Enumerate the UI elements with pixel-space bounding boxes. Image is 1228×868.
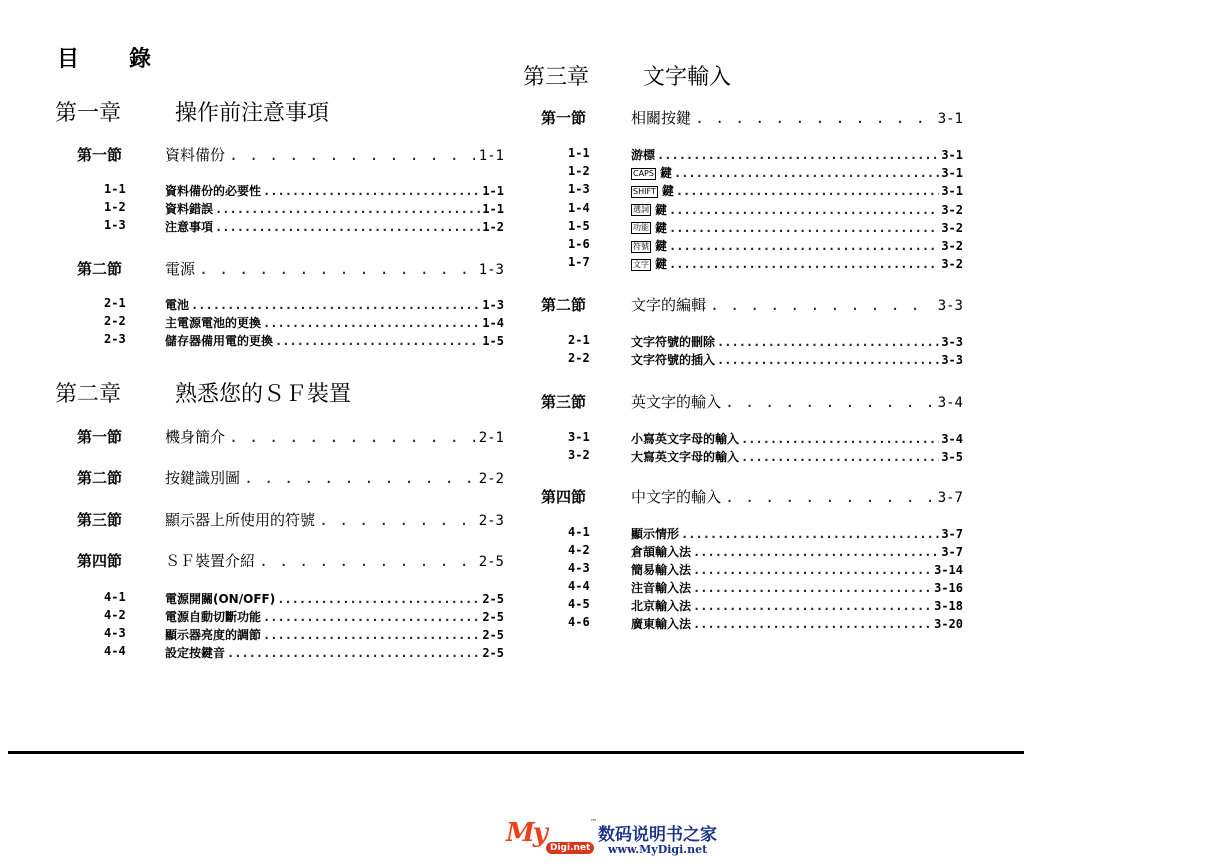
entry-number: 4-6 (568, 615, 590, 629)
section-title: 英文字的輸入 (631, 393, 722, 411)
toc-entry (104, 182, 504, 198)
entry-title: 鍵 (655, 220, 668, 235)
entry-title: 電源開關(ON/OFF) (165, 592, 276, 606)
section-heading (541, 294, 963, 314)
dot-leader (741, 432, 939, 446)
dot-leader (263, 316, 480, 330)
dot-leader (725, 393, 934, 411)
page-number: 3-3 (941, 335, 963, 349)
entry-number: 4-5 (568, 597, 590, 611)
page-number: 3-7 (941, 527, 963, 541)
entry-title: 儲存器備用電的更換 (165, 334, 274, 348)
page-number: 3-4 (941, 432, 963, 446)
section-number: 第二節 (77, 469, 123, 487)
page-number: 2-5 (478, 554, 504, 570)
entry-title: 文字符號的插入 (631, 353, 716, 367)
page-number: 1-4 (482, 316, 504, 330)
entry-number: 1-6 (568, 237, 590, 251)
section-number: 第三節 (77, 511, 123, 529)
page-number: 2-5 (482, 646, 504, 660)
section-title: 資料備份 (165, 146, 226, 164)
dot-leader (191, 298, 480, 312)
page-number: 2-3 (478, 513, 504, 529)
toc-entry (104, 296, 504, 312)
toc-entry (568, 615, 963, 631)
entry-title-group (631, 430, 739, 447)
toc-entry (104, 314, 504, 330)
page-number: 3-7 (937, 490, 963, 506)
chapter-number: 第一章 (55, 101, 122, 126)
dot-leader (263, 610, 480, 624)
entry-title: 簡易輸入法 (631, 563, 692, 577)
entry-title-group (165, 218, 213, 235)
toc-entry (568, 543, 963, 559)
entry-number: 2-2 (104, 314, 126, 328)
entry-title-group (165, 314, 261, 331)
dot-leader (717, 335, 939, 349)
dot-leader (277, 592, 480, 606)
toc-entry (568, 561, 963, 577)
entry-title: 廣東輸入法 (631, 617, 692, 631)
entry-number: 4-3 (104, 626, 126, 640)
entry-number: 4-3 (568, 561, 590, 575)
section-title: 文字的編輯 (631, 296, 707, 314)
entry-title: 電源自動切斷功能 (165, 610, 262, 624)
entry-title: 設定按鍵音 (165, 646, 226, 660)
entry-title: 倉頡輸入法 (631, 545, 692, 559)
section-title: 顯示器上所使用的符號 (165, 511, 316, 529)
logo-site-name: 数码说明书之家 (598, 825, 717, 845)
page-number: 3-1 (937, 111, 963, 127)
section-number: 第二節 (541, 296, 587, 314)
entry-title-group (631, 615, 691, 632)
dot-leader (215, 220, 480, 234)
dot-leader (693, 581, 932, 595)
section-heading (77, 550, 504, 570)
entry-number: 1-2 (104, 200, 126, 214)
dot-leader (693, 617, 932, 631)
entry-title: 鍵 (655, 202, 668, 217)
page-number: 3-1 (941, 148, 963, 162)
entry-number: 1-1 (568, 146, 590, 160)
toc-entry (104, 626, 504, 642)
entry-number: 1-1 (104, 182, 126, 196)
section-heading (77, 467, 504, 487)
entry-number: 2-1 (568, 333, 590, 347)
entry-title: 游標 (631, 148, 656, 162)
entry-number: 2-3 (104, 332, 126, 346)
entry-title-group (631, 201, 667, 218)
section-number: 第一節 (77, 146, 123, 164)
logo-badge: Digi.net (546, 842, 594, 854)
section-number: 第二節 (77, 260, 123, 278)
dot-leader (710, 296, 934, 314)
entry-number: 4-4 (568, 579, 590, 593)
section-number: 第一節 (77, 428, 123, 446)
key-icon: 文字 (633, 259, 649, 269)
chapter-2-heading (55, 377, 515, 405)
dot-leader (725, 488, 934, 506)
entry-title: 鍵 (655, 257, 668, 272)
entry-number: 3-2 (568, 448, 590, 462)
entry-title: 主電源電池的更換 (165, 316, 262, 330)
entry-number: 2-2 (568, 351, 590, 365)
entry-title-group (631, 543, 691, 560)
toc-title: 目 錄 (57, 47, 166, 72)
chapter-number: 第三章 (523, 65, 590, 90)
entry-title-group (631, 255, 667, 272)
entry-title: 注意事項 (165, 220, 214, 234)
entry-title-group (631, 351, 715, 368)
section-title: 電源 (165, 260, 196, 278)
chapter-title: 操作前注意事項 (175, 101, 330, 126)
toc-entry (568, 430, 963, 446)
dot-leader (263, 628, 480, 642)
toc-entry (568, 597, 963, 613)
entry-title-group (165, 590, 275, 607)
entry-title-group (631, 182, 674, 199)
entry-title-group (631, 597, 691, 614)
page-number: 3-4 (937, 395, 963, 411)
entry-title: 大寫英文字母的輸入 (631, 450, 740, 464)
key-icon: CAPS (633, 168, 654, 178)
key-icon: 符號 (633, 241, 649, 251)
chapter-title: 文字輸入 (643, 65, 732, 90)
dot-leader (669, 203, 939, 217)
entry-number: 4-2 (568, 543, 590, 557)
dot-leader (669, 239, 939, 253)
section-title: ＳＦ裝置介紹 (165, 552, 256, 570)
page-number: 1-1 (482, 184, 504, 198)
page-number: 1-5 (482, 334, 504, 348)
entry-number: 1-3 (568, 182, 590, 197)
entry-title-group (165, 200, 213, 217)
entry-title-group (631, 561, 691, 578)
page-number: 2-5 (482, 610, 504, 624)
toc-entry (568, 333, 963, 349)
dot-leader (259, 552, 475, 570)
toc-entry (104, 200, 504, 216)
page-number: 3-5 (941, 450, 963, 464)
page-number: 3-16 (934, 581, 963, 595)
dot-leader (244, 469, 475, 487)
entry-title: 北京輸入法 (631, 599, 692, 613)
toc-entry (568, 448, 963, 464)
dot-leader (275, 334, 480, 348)
section-heading (541, 107, 963, 127)
dot-leader (657, 148, 939, 162)
page-number: 3-3 (937, 298, 963, 314)
page-number: 3-1 (941, 166, 963, 181)
entry-title-group (631, 448, 739, 465)
logo-brand: My (506, 818, 546, 848)
page-number: 3-7 (941, 545, 963, 559)
entry-title: 鍵 (661, 184, 674, 199)
entry-title: 小寫英文字母的輸入 (631, 432, 740, 446)
section-title: 相關按鍵 (631, 109, 692, 127)
entry-title: 資料錯誤 (165, 202, 214, 216)
entry-title-group (631, 164, 672, 181)
section-heading (77, 258, 504, 278)
toc-entry (568, 579, 963, 595)
page-number: 3-18 (934, 599, 963, 613)
entry-number: 4-2 (104, 608, 126, 622)
section-title: 機身簡介 (165, 428, 226, 446)
key-icon: 選詞 (633, 205, 649, 215)
dot-leader (676, 184, 939, 198)
page-number: 3-20 (934, 617, 963, 631)
page-number: 3-2 (941, 257, 963, 272)
page-number: 1-1 (482, 202, 504, 216)
entry-title: 文字符號的刪除 (631, 335, 716, 349)
chapter-title: 熟悉您的ＳＦ裝置 (175, 382, 352, 407)
dot-leader (693, 599, 932, 613)
page-number: 2-5 (482, 628, 504, 642)
entry-title-group (165, 332, 273, 349)
page-number: 2-1 (478, 430, 504, 446)
section-title: 按鍵識別圖 (165, 469, 241, 487)
section-heading (541, 391, 963, 411)
dot-leader (215, 202, 480, 216)
entry-title: 鍵 (655, 239, 668, 253)
dot-leader (227, 646, 480, 660)
section-number: 第三節 (541, 393, 587, 411)
dot-leader (681, 527, 939, 541)
toc-entry (104, 590, 504, 606)
entry-title: 顯示情形 (631, 527, 680, 541)
dot-leader (319, 511, 475, 529)
page-number: 3-3 (941, 353, 963, 367)
entry-title-group (631, 333, 715, 350)
page-number: 1-3 (482, 298, 504, 312)
entry-number: 4-1 (104, 590, 126, 604)
toc-entry (568, 255, 963, 271)
page-number: 1-2 (482, 220, 504, 234)
section-heading (77, 144, 504, 164)
dot-leader (199, 260, 475, 278)
dot-leader (669, 257, 939, 271)
dot-leader (695, 109, 934, 127)
toc-entry (568, 182, 963, 198)
dot-leader (669, 221, 939, 235)
toc-entry (568, 237, 963, 253)
entry-number: 4-1 (568, 525, 590, 539)
dot-leader (229, 146, 475, 164)
toc-entry (568, 351, 963, 367)
section-title: 中文字的輸入 (631, 488, 722, 506)
entry-title-group (631, 146, 655, 163)
entry-number: 1-2 (568, 164, 590, 179)
entry-title: 顯示器亮度的調節 (165, 628, 262, 642)
entry-title-group (165, 608, 261, 625)
toc-entry (104, 332, 504, 348)
entry-title-group (165, 296, 189, 313)
dot-leader (674, 166, 939, 180)
entry-title-group (631, 237, 667, 254)
chapter-number: 第二章 (55, 382, 122, 407)
page-number: 2-2 (478, 471, 504, 487)
entry-title-group (165, 626, 261, 643)
page-number: 3-2 (941, 239, 963, 253)
entry-title: 資料備份的必要性 (165, 184, 262, 198)
section-heading (541, 486, 963, 506)
toc-entry (568, 525, 963, 541)
section-heading (77, 426, 504, 446)
entry-title-group (631, 219, 667, 236)
entry-title: 鍵 (659, 166, 672, 181)
toc-entry (568, 146, 963, 162)
key-icon: 功能 (633, 223, 649, 233)
dot-leader (693, 545, 939, 559)
entry-number: 3-1 (568, 430, 590, 444)
section-number: 第四節 (541, 488, 587, 506)
dot-leader (717, 353, 939, 367)
section-number: 第四節 (77, 552, 123, 570)
section-number: 第一節 (541, 109, 587, 127)
page-number: 1-1 (478, 148, 504, 164)
key-icon: SHIFT (633, 186, 656, 196)
entry-number: 1-5 (568, 218, 590, 233)
entry-title-group (631, 579, 691, 596)
page-number: 3-1 (941, 184, 963, 199)
chapter-1-heading (55, 96, 515, 124)
entry-number: 1-3 (104, 218, 126, 232)
toc-entry (104, 218, 504, 234)
entry-number: 1-4 (568, 200, 590, 215)
dot-leader (693, 563, 932, 577)
entry-number: 1-7 (568, 255, 590, 270)
toc-entry (104, 644, 504, 660)
logo-url[interactable]: www.MyDigi.net (608, 843, 708, 856)
page-number: 3-14 (934, 563, 963, 577)
dot-leader (229, 428, 475, 446)
toc-entry (568, 219, 963, 235)
dot-leader (741, 450, 939, 464)
entry-number: 2-1 (104, 296, 126, 310)
watermark-logo[interactable] (506, 818, 746, 862)
entry-title-group (165, 182, 261, 199)
entry-title: 電池 (165, 298, 190, 312)
entry-title-group (165, 644, 225, 661)
toc-entry (568, 201, 963, 217)
page-number: 2-5 (482, 592, 504, 606)
toc-entry (568, 164, 963, 180)
entry-title: 注音輸入法 (631, 581, 692, 595)
section-heading (77, 509, 504, 529)
toc-entry (104, 608, 504, 624)
page-number: 3-2 (941, 220, 963, 235)
page-number: 3-2 (941, 202, 963, 217)
dot-leader (263, 184, 480, 198)
logo-trademark: ™ (590, 818, 597, 826)
entry-title-group (631, 525, 679, 542)
entry-number: 4-4 (104, 644, 126, 658)
chapter-3-heading (523, 60, 983, 88)
page-number: 1-3 (478, 262, 504, 278)
bottom-rule (8, 751, 1024, 754)
